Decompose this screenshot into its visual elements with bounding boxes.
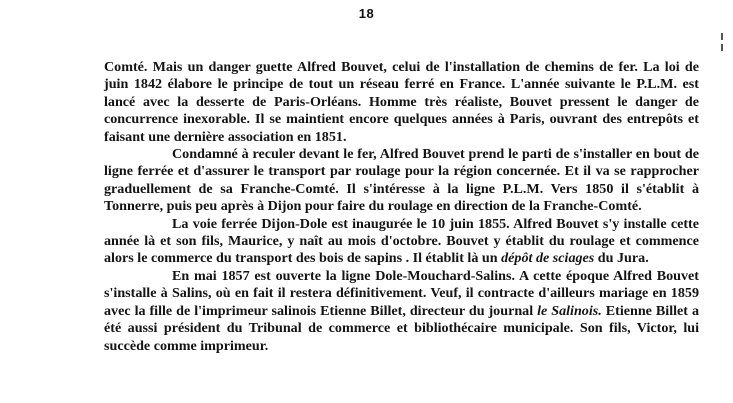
body-text xyxy=(104,59,699,355)
paragraph-2: Condamné à reculer devant le fer, Alfred Bouvet prend le parti de s'installer en bout de ligne ferrée et d'assurer le transport par roulage pour la région concernée. Et il va se rapprocher graduellement de sa Franche-Comté. Il s'intéresse à la ligne P.L.M. Vers 1850 il s'établit à Tonnerre, puis peu après à Dijon pour faire du roulage en direction de la Franche-Comté. xyxy=(104,146,699,215)
paragraph-1: Comté. Mais un danger guette Alfred Bouvet, celui de l'installation de chemins de fer. La loi de juin 1842 élabore le principe de tout un réseau ferré en France. L'année suivante le P.L.M. est lancé avec la desserte de Paris-Orléans. Homme très réaliste, Bouvet pressent le danger de concurrence inexorable. Il se maintient encore quelques années à Paris, ouvrant des entrepôts et faisant une dernière association en 1851. xyxy=(104,59,699,145)
paragraph-3-italic: dépôt de sciages xyxy=(501,250,595,267)
paragraph-4-text: En mai 1857 est ouverte la ligne Dole-Mouchard-Salins. A cette époque Alfred Bouvet s'installe à Salins, où en fait il restera définitivement. Veuf, il contracte d'ailleurs mariage en 1859 avec la fille de l'imprimeur salinois Etienne Billet, directeur du journal xyxy=(104,267,699,319)
edge-mark xyxy=(721,33,723,40)
paragraph-4-italic: le Salinois. xyxy=(537,302,602,319)
edge-mark xyxy=(721,44,723,51)
paragraph-3 xyxy=(104,216,699,268)
paragraph-4-text-end: Etienne Billet a été aussi président du Tribunal de commerce et bibliothécaire municipale. Son fils, Victor, lui succède comme imprimeur. xyxy=(104,302,699,354)
paragraph-4 xyxy=(104,268,699,355)
paragraph-3-text-end: du Jura. xyxy=(594,250,649,267)
page-number: 18 xyxy=(358,6,375,21)
paragraph-3-text: La voie ferrée Dijon-Dole est inaugurée le 10 juin 1855. Alfred Bouvet s'y installe cette année là et son fils, Maurice, y naît au mois d'octobre. Bouvet y établit du roulage et commence alors le commerce du transport des bois de sapins . Il établit là un xyxy=(104,215,699,267)
